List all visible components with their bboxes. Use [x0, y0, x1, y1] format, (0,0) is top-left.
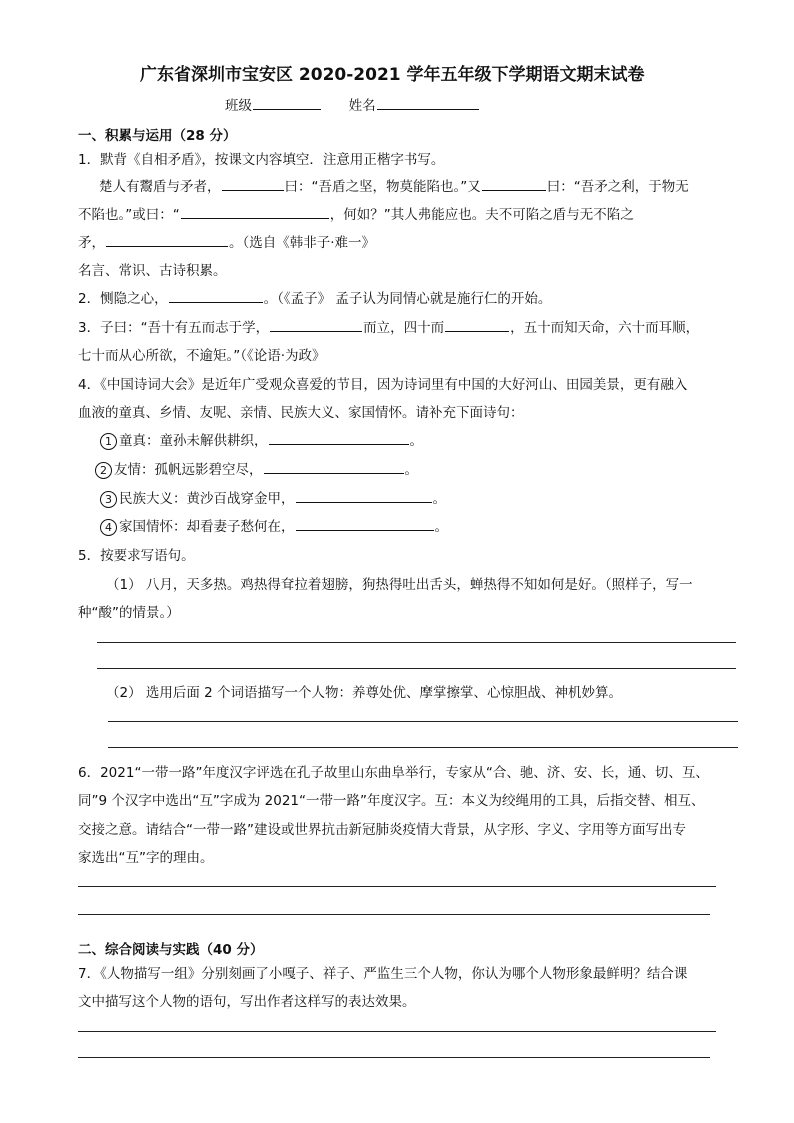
answer-blank[interactable]: [222, 178, 284, 191]
question-1-line: [99, 175, 689, 195]
subsection-label: 名言、常识、古诗积累。: [78, 263, 227, 279]
page-title: 广东省深圳市宝安区 2020-2021 学年五年级下学期语文期末试卷: [140, 65, 645, 85]
answer-line[interactable]: [78, 1031, 716, 1032]
text-segment: 而立，四十而: [363, 320, 445, 336]
answer-blank[interactable]: [482, 178, 546, 191]
answer-blank[interactable]: [270, 319, 362, 332]
question-6-prompt: 交接之意。请结合“一带一路”建设或世界抗击新冠肺炎疫情大背景，从字形、字义、字用等方面写出专: [78, 822, 686, 838]
answer-blank[interactable]: [445, 319, 509, 332]
circle-number: 3: [100, 491, 117, 508]
question-5-part2: （2） 选用后面 2 个词语描写一个人物：养尊处优、摩掌擦掌、心惊胆战、神机妙算。: [106, 685, 623, 701]
text-segment: 民族大义：黄沙百战穿金甲，: [119, 491, 295, 507]
text-segment: 。（选自《韩非子·难一》: [229, 235, 376, 251]
student-info-row: [225, 94, 480, 114]
class-field[interactable]: [253, 97, 321, 110]
text-segment: 。: [409, 433, 423, 449]
text-segment: 。（《孟子》 孟子认为同情心就是施行仁的开始。: [263, 291, 552, 307]
answer-blank[interactable]: [269, 432, 409, 445]
question-3: [78, 316, 699, 336]
text-segment: ，何如？”其人弗能应也。夫不可陷之盾与无不陷之: [329, 207, 634, 223]
section-heading: 一、积累与运用（28 分）: [78, 128, 237, 144]
poem-item: [100, 487, 446, 508]
answer-blank[interactable]: [181, 206, 329, 219]
name-label: 姓名: [348, 98, 376, 114]
answer-blank[interactable]: [296, 518, 434, 531]
question-4-prompt: 4．《中国诗词大会》是近年广受观众喜爱的节目，因为诗词里有中国的大好河山、田园美景，更有融入: [78, 377, 688, 393]
answer-line[interactable]: [78, 914, 710, 915]
answer-line[interactable]: [97, 668, 736, 669]
text-segment: 2．恻隐之心，: [78, 291, 168, 307]
question-5-part1: （1） 八月，天多热。鸡热得耷拉着翅膀，狗热得吐出舌头，蝉热得不知如何是好。（照样子，写一: [106, 577, 693, 593]
text-segment: 曰：“吾盾之坚，物莫能陷也。”又: [284, 179, 481, 195]
text-segment: 友情：孤帆远影碧空尽，: [114, 462, 263, 478]
text-segment: 童真：童孙未解供耕织，: [119, 433, 268, 449]
text-segment: 。: [404, 462, 418, 478]
text-segment: 3．子曰：“吾十有五而志于学，: [78, 320, 270, 336]
poem-item: [100, 429, 423, 450]
text-segment: 家国情怀：却看妻子愁何在，: [119, 519, 295, 535]
answer-line[interactable]: [108, 721, 738, 722]
poem-item: [95, 458, 418, 479]
answer-blank[interactable]: [296, 490, 432, 503]
question-4-prompt: 血液的童真、乡情、友呢、亲情、民族大义、家国情怀。请补充下面诗句：: [78, 405, 524, 421]
circle-number: 1: [100, 433, 117, 450]
class-label: 班级: [225, 98, 252, 114]
answer-line[interactable]: [108, 747, 738, 748]
question-7-prompt: 7．《人物描写一组》分别刻画了小嘎子、祥子、严监生三个人物，你认为哪个人物形象最鲜明？结合课: [78, 966, 688, 982]
question-2: [78, 287, 551, 307]
text-segment: 矛，: [78, 235, 105, 251]
answer-blank[interactable]: [106, 234, 228, 247]
answer-line[interactable]: [78, 886, 716, 887]
circle-number: 2: [95, 462, 112, 479]
answer-blank[interactable]: [169, 290, 263, 303]
name-field[interactable]: [377, 97, 479, 110]
question-6-prompt: 家选出“互”字的理由。: [78, 850, 214, 866]
text-segment: 。: [434, 519, 448, 535]
question-6-prompt: 同”9 个汉字中选出“互”字成为 2021“一带一路”年度汉字。互：本义为绞绳用的工具，后指交替、相互、: [78, 793, 705, 809]
text-segment: 不陷也。”或曰：“: [78, 207, 180, 223]
question-1-line: [78, 203, 634, 223]
answer-line[interactable]: [97, 642, 736, 643]
text-segment: 曰：“吾矛之利，于物无: [546, 179, 689, 195]
answer-line[interactable]: [78, 1057, 710, 1058]
circle-number: 4: [100, 519, 117, 536]
question-3-line: 七十而从心所欲，不逾矩。”（《论语·为政》: [78, 348, 326, 364]
section-heading: 二、综合阅读与实践（40 分）: [78, 942, 264, 958]
text-segment: 楚人有鬻盾与矛者，: [99, 179, 221, 195]
question-5-part1: 种“酸”的情景。）: [78, 605, 180, 621]
text-segment: 。: [432, 491, 446, 507]
question-1-line: [78, 231, 375, 251]
question-6-prompt: 6．2021“一带一路”年度汉字评选在孔子故里山东曲阜举行，专家从“合、驰、济、安、长，通、切、互、: [78, 765, 709, 781]
question-7-prompt: 文中描写这个人物的语句，写出作者这样写的表达效果。: [78, 994, 416, 1010]
poem-item: [100, 515, 448, 536]
question-1-prompt: 1．默背《自相矛盾》，按课文内容填空．注意用正楷字书写。: [78, 152, 445, 168]
answer-blank[interactable]: [264, 461, 404, 474]
text-segment: ，五十而知天命，六十而耳顺，: [510, 320, 700, 336]
question-5-prompt: 5．按要求写语句。: [78, 548, 195, 564]
